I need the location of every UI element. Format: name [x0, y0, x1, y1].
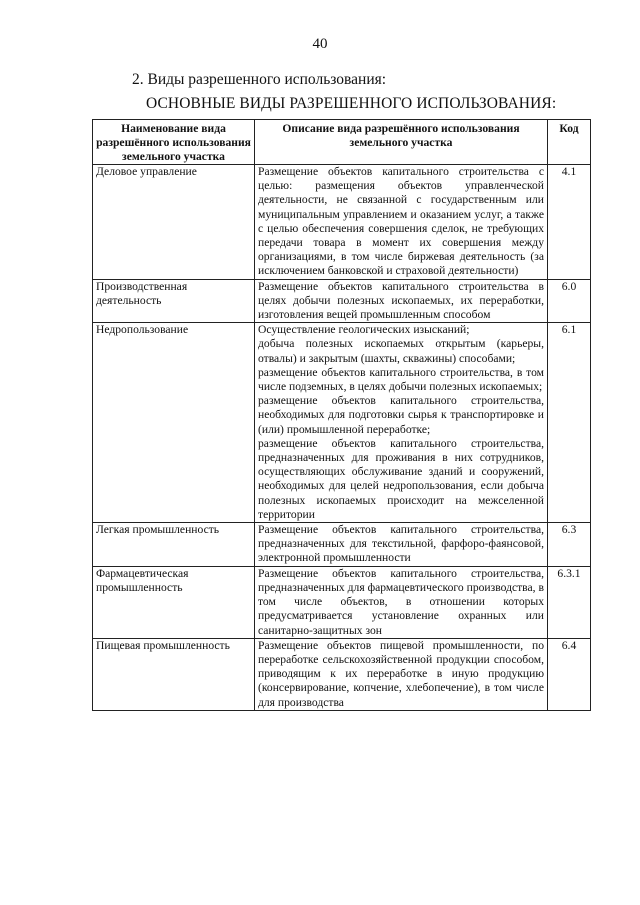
use-code: 6.4	[548, 638, 591, 710]
table-row	[93, 165, 591, 280]
table-row	[93, 566, 591, 638]
description-paragraph: размещение объектов капитального строительства, необходимых для подготовки сырья к транспортировке и (или) промышленной переработке;	[258, 394, 544, 436]
use-description	[255, 165, 548, 280]
use-name: Фармацевтическая промышленность	[93, 566, 255, 638]
description-paragraph: Размещение объектов пищевой промышленности, по переработке сельскохозяйственной продукции способом, приводящим к их переработке в иную продукцию (консервирование, копчение, хлебопечение), в том числе для производства	[258, 638, 544, 709]
use-name: Деловое управление	[93, 165, 255, 280]
table-row	[93, 323, 591, 523]
use-code: 4.1	[548, 165, 591, 280]
use-code: 6.3	[548, 523, 591, 567]
use-code: 6.1	[548, 323, 591, 523]
description-paragraph: Размещение объектов капитального строительства, предназначенных для текстильной, фарфоро-фаянсовой, электронной промышленности	[258, 523, 544, 565]
description-paragraph: Размещение объектов капитального строительства с целью: размещения объектов управленческой деятельности, не связанной с государственным или муниципальным управлением и оказанием услуг, а также с целью обеспечения совершения сделок, не требующих передачи товара в момент их совершения между организациями, в том числе биржевая деятельность (за исключением банковской и страховой деятельности)	[258, 165, 544, 278]
header-code: Код	[548, 120, 591, 165]
use-name: Пищевая промышленность	[93, 638, 255, 710]
use-description	[255, 566, 548, 638]
use-name: Недропользование	[93, 323, 255, 523]
use-description	[255, 523, 548, 567]
land-use-table	[92, 119, 591, 711]
table-row	[93, 638, 591, 710]
description-paragraph: Осуществление геологических изысканий;	[258, 323, 470, 337]
use-description	[255, 638, 548, 710]
use-code: 6.0	[548, 279, 591, 323]
description-paragraph: размещение объектов капитального строительства, в том числе подземных, в целях добычи полезных ископаемых;	[258, 365, 544, 394]
section-heading: 2. Виды разрешенного использования:	[132, 71, 387, 88]
use-description	[255, 323, 548, 523]
header-description: Описание вида разрешённого использования земельного участка	[255, 120, 548, 165]
table-body	[93, 165, 591, 711]
table-row	[93, 523, 591, 567]
header-name: Наименование вида разрешённого использования земельного участка	[93, 120, 255, 165]
page-number: 40	[312, 36, 328, 52]
table-row	[93, 279, 591, 323]
table-heading: ОСНОВНЫЕ ВИДЫ РАЗРЕШЕННОГО ИСПОЛЬЗОВАНИЯ:	[146, 95, 557, 112]
description-paragraph: Размещение объектов капитального строительства в целях добычи полезных ископаемых, их переработки, изготовления вещей промышленным способом	[258, 279, 544, 322]
use-description	[255, 279, 548, 323]
description-paragraph: добыча полезных ископаемых открытым (карьеры, отвалы) и закрытым (шахты, скважины) способами;	[258, 337, 544, 365]
use-name: Производственная деятельность	[93, 279, 255, 323]
description-paragraph: размещение объектов капитального строительства, предназначенных для проживания в них сотрудников, осуществляющих обслуживание зданий и сооружений, необходимых для целей недропользования, если добыча полезных ископаемых происходит на межселенной территории	[258, 436, 544, 521]
table-header-row	[93, 120, 591, 165]
use-name: Легкая промышленность	[93, 523, 255, 567]
description-paragraph: Размещение объектов капитального строительства, предназначенных для фармацевтического производства, в том числе объектов, в отношении которых предусматривается установление охранных или санитарно-защитных зон	[258, 566, 544, 637]
use-code: 6.3.1	[548, 566, 591, 638]
